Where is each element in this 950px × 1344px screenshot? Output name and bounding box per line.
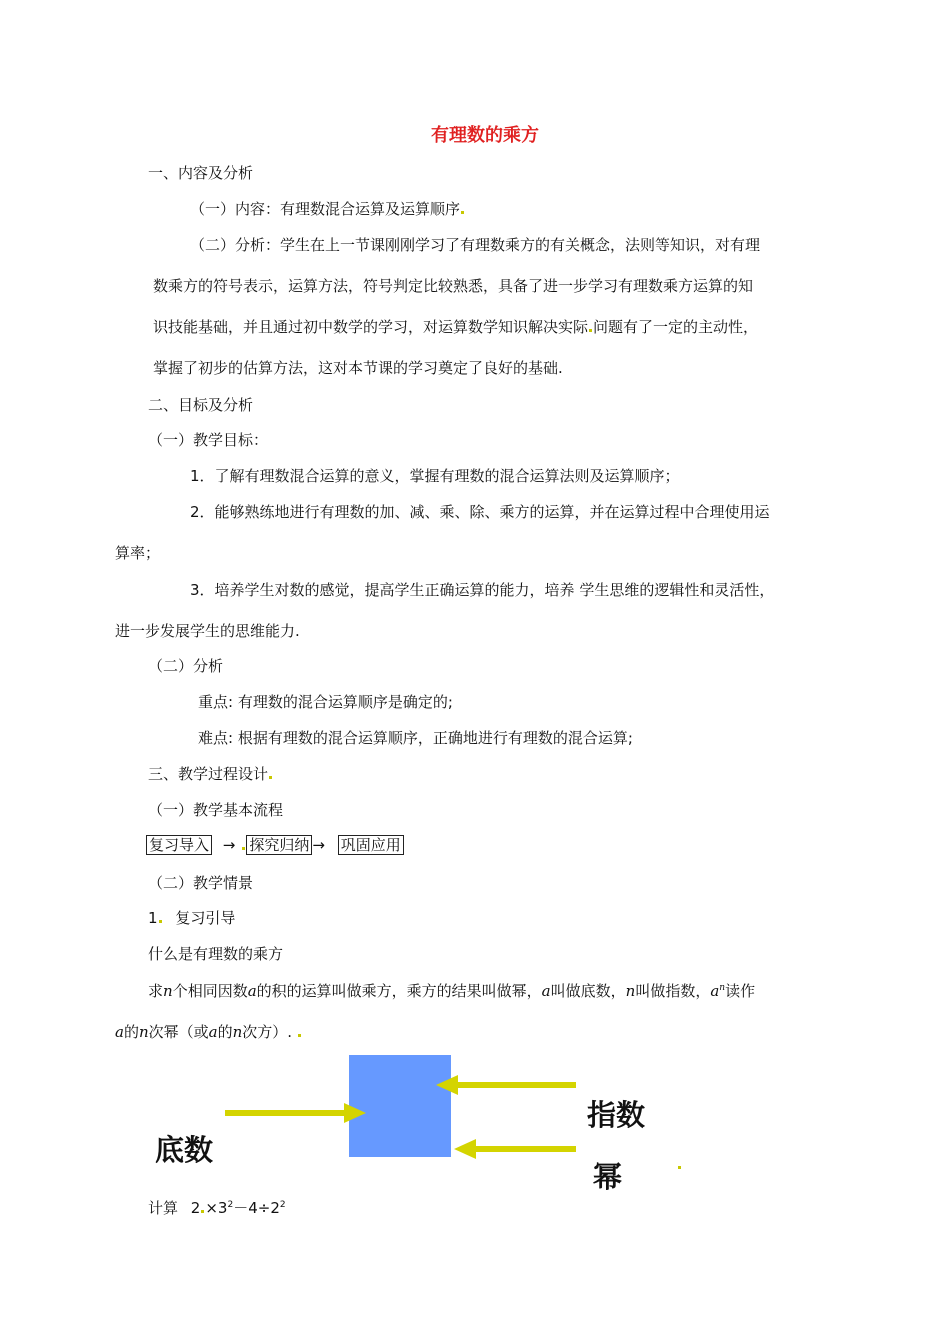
def-text: 的 [217, 1023, 233, 1041]
page-title: 有理数的乘方 [431, 125, 539, 146]
calc-part: －4÷2 [233, 1199, 280, 1217]
arrow-base [225, 1103, 366, 1123]
goal-2-line-1: 2．能够熟练地进行有理数的加、减、乘、除、乘方的运算，并在运算过程中合理使用运 [190, 503, 770, 521]
def-text: 叫做指数， [635, 982, 711, 1000]
symbol-a: a [208, 1023, 218, 1041]
question-text: 什么是有理数的乘方 [148, 945, 284, 963]
goal-1: 1．了解有理数混合运算的意义，掌握有理数的混合运算法则及运算顺序； [190, 467, 680, 485]
process-heading-text: 三、教学过程设计 [148, 765, 269, 783]
analysis-line-4: 掌握了初步的估算方法，这对本节课的学习奠定了良好的基础. [153, 359, 563, 377]
flow-arrow-2: → [312, 836, 325, 854]
calc-exponent: 2 [279, 1200, 286, 1210]
def-text: 求 [148, 982, 164, 1000]
flow-step-apply: 巩固应用 [338, 835, 404, 855]
key-point: 重点: 有理数的混合运算顺序是确定的; [198, 693, 453, 711]
symbol-a: a [541, 982, 551, 1000]
goal-3-line-1: 3．培养学生对数的感觉，提高学生正确运算的能力，培养 学生思维的逻辑性和灵活性， [190, 581, 775, 599]
calculation-line [148, 1198, 286, 1218]
analysis-line-3a: 识技能基础，并且通过初中数学的学习，对运算数学知识解决实际 [153, 318, 589, 336]
goals-heading: （一）教学目标： [148, 431, 269, 449]
symbol-a: a [115, 1023, 124, 1041]
def-text: 的积的运算叫做乘方，乘方的结果叫做幂， [256, 982, 542, 1000]
calc-label: 计算 [148, 1199, 179, 1217]
flow-arrow-1: → [222, 836, 236, 854]
def-text: 叫做底数， [550, 982, 626, 1000]
def-text: 的 [123, 1023, 139, 1041]
flow-step-review: 复习导入 [146, 835, 212, 855]
section-heading-content: 一、内容及分析 [148, 164, 254, 182]
analysis-line-2: 数乘方的符号表示，运算方法，符号判定比较熟悉，具备了进一步学习有理数乘方运算的知 [153, 277, 754, 295]
exponent-label: 指数 [587, 1098, 646, 1132]
symbol-n: n [625, 982, 636, 1000]
power-label: 幂 [593, 1160, 623, 1194]
symbol-n-exponent: n [719, 983, 726, 993]
def-text: 次幂（或 [148, 1023, 209, 1041]
step-1-label: 复习引导 [175, 909, 236, 927]
calc-expression [191, 1199, 286, 1217]
symbol-n: n [163, 982, 173, 1000]
base-label: 底数 [155, 1133, 214, 1167]
goal-2-line-2: 算率； [115, 544, 161, 562]
def-text: 个相同因数 [172, 982, 248, 1000]
calc-exponent: 2 [227, 1200, 234, 1210]
flow-heading: （一）教学基本流程 [148, 801, 284, 819]
calc-part: ×3 [205, 1199, 228, 1217]
symbol-a: a [710, 982, 720, 1000]
def-text: 次方）. [242, 1023, 293, 1041]
arrow-exponent [436, 1075, 576, 1095]
symbol-n: n [138, 1023, 149, 1041]
step-1-number: 1 [148, 909, 158, 927]
analysis-line-3b: 问题有了一定的主动性， [593, 318, 759, 336]
analysis-heading: （二）分析 [148, 657, 224, 675]
goal-3-line-2: 进一步发展学生的思维能力. [115, 622, 300, 640]
scene-heading: （二）教学情景 [148, 874, 254, 892]
def-text: 读作 [725, 982, 756, 1000]
flow-step-explore: 探究归纳 [246, 835, 312, 855]
calc-part: 2 [190, 1199, 201, 1217]
analysis-line-1: （二）分析：学生在上一节课刚刚学习了有理数乘方的有关概念，法则等知识，对有理 [190, 236, 761, 254]
arrow-power [454, 1139, 576, 1159]
content-text: （一）内容：有理数混合运算及运算顺序 [190, 200, 461, 218]
symbol-a: a [247, 982, 257, 1000]
difficulty-point: 难点: 根据有理数的混合运算顺序，正确地进行有理数的混合运算; [198, 729, 633, 747]
symbol-n: n [232, 1023, 243, 1041]
section-heading-goals: 二、目标及分析 [148, 396, 254, 414]
